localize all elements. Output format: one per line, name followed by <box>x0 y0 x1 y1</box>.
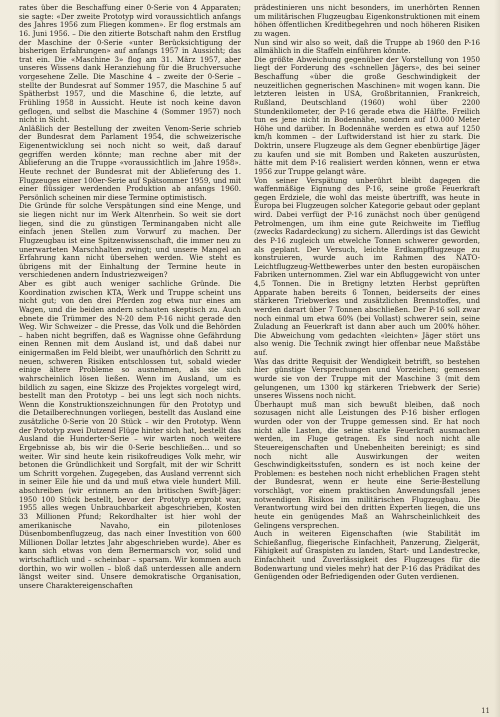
text-column-left <box>19 4 241 591</box>
text-column-right <box>254 4 480 582</box>
paragraph: Auch in weiteren Eigenschaften (wie Stabilität im Schießanflug, fliegerische Einfachheit, Panzerung, Zielgerät, Fähigkeit auf Graspisten zu landen, Start- und Landestrecke, Einfachheit und Zuverlässigkeit des Flugzeuges für die Bodenwartung und vieles mehr) hat der P-16 das Prädikat des Genügenden oder Befriedigenden oder Guten verdienen. <box>254 529 480 582</box>
paragraph: Was das dritte Requisit der Wendigkeit betrifft, so bestehen hier günstige Versprechungen und Vorzeichen; gemessen wurde sie von der Truppe mit der Maschine 3 (mit dem gelungenen, um 1300 kg stärkeren Triebwerk der Serie) unseres Wissens noch nicht. <box>254 356 480 401</box>
paragraph: Von seiner Verspätung unberührt bleibt dagegen die waffenmäßige Eignung des P-16, seine große Feuerkraft gegen Erdziele, die wohl das meiste übertrifft, was heute in Europa bei Flugzeugen solcher Kategorie gebaut oder geplant wird. Dabei verfügt der P-16 zunächst noch über genügend Petrolmengen, um ihm eine gute Reichweite im Tiefflug (zwecks Radardeckung) zu sichern. Allerdings ist das Gewicht des P-16 zugleich um etwelche Tonnen schwerer geworden, als geplant. Der Versuch, leichte Erdkampfflugzeuge zu konstruieren, wurde auch im Rahmen des NATO-Leichtflugzeug-Wettbewerbes unter den besten europäischen Fabriken unternommen. Ziel war ein Abfluggewicht von unter 4,5 Tonnen. Die in Bretigny letzten Herbst geprüften Apparate haben bereits 6 Tonnen, beiderseits der eines stärkeren Triebwerkes und zusätzlichen Brennstoffes, und werden darart über 7 Tonnen abschließen. Der P-16 soll zwar noch einmal um etwa 60% (bei Vollast) schwerer sein, seine Zuladung an Feuerkraft ist dann aber auch um 200% höher. Die Abweichung vom gedachten «leichten» Jäger stört uns also wenig. Die Technik zwingt hier offenbar neue Maßstäbe auf. <box>254 175 480 357</box>
paragraph: rates über die Beschaffung einer 0-Serie von 4 Apparaten; sie sagte: «Der zweite Prototyp wird voraussichtlich anfangs des Jahres 1956 zum Fliegen kommen». Er flog erstmals am 16. Juni 1956. – Die den zitierte Botschaft nahm den Erstflug der Maschine der 0-Serie «unter Berücksichtigung der bisherigen Erfahrungen» auf anfangs 1957 in Aussicht; das trat ein. Die «Maschine 3» flog am 31. März 1957, aber unseres Wissens dank Heranziehung für die Bruchversuche vorgesehene Zelle. Die Maschine 4 – zweite der 0-Serie – stellte der Bundesrat auf Sommer 1957, die Maschine 5 auf Spätherbst 1957, und die Maschine 6, die letzte, auf Frühling 1958 in Aussicht. Heute ist noch keine davon geflogen, und selbst die Maschine 4 (Sommer 1957) noch nicht in Sicht. <box>19 3 241 125</box>
page-edge-shadow <box>494 0 500 717</box>
paragraph: Überhaupt muß man sich bewußt bleiben, daß noch sozusagen nicht alle Leistungen des P-16 bisher erflogen wurden oder von der Truppe gemessen sind. Er hat noch nicht alle Lasten, die seine starke Feuerkraft ausmachen werden, im Fluge getragen. Es sind noch nicht alle Steuereigenschaften und Unebenheiten bereinigt; es sind noch nicht alle Auswirkungen der weiten Geschwindigkeitsstufen, sondern es ist noch keine der Problemen: es bestehen noch nicht erheblichen Fragen steht der Bundesrat, wenn er heute eine Serie-Bestellung vorschlägt, vor einem praktischen Anwendungsfall jenes notwendigen Risikos im militärischen Flugzeugbau. Die Verantwortung wird bei den dritten Experten liegen, die uns heute ein genügendes Maß an Wahrscheinlichkeit des Gelingens versprechen. <box>254 399 480 530</box>
paragraph: Nun sind wir also so weit, daß die Truppe ab 1960 den P-16 allmählich in die Staffeln einführen könnte. <box>254 37 480 56</box>
paragraph: Aber es gibt auch weniger sachliche Gründe. Die Koordination zwischen KTA, Werk und Truppe scheint uns nicht gut; von den drei Pferden zog etwa nur eines am Wagen, und die beiden andern schauten skeptisch zu. Auch ebnete die Trümmer des N-20 dem P-16 nicht gerade den Weg. Wir Schweizer – die Presse, das Volk und die Behörden – haben nicht begriffen, daß es Wagnisse ohne Gefährdung einen Rennen mit dem Ausland ist, und daß dabei nur einigermaßen im Feld bleibt, wer unaufhörlich den Schritt zu neuen, schweren Risiken entschlossen tut, sobald wieder einige ältere Probleme so ausnehmen, als sie sich wahrscheinlich lösen ließen. Wenn im Ausland, um es bildlich zu sagen, eine Skizze des Projektes vorgelegt wird, bestellt man den Prototyp – bei uns legt sich noch nichts. Wenn die Konstruktionszeichnungen für den Prototyp und die Detailberechnungen vorliegen, bestellt das Ausland eine zusätzliche 0-Serie von 20 Stück – wir den Prototyp. Wenn der Prototyp zwei Dutzend Flüge hinter sich hat, bestellt das Ausland die Hunderter-Serie – wir warten noch weitere Ergebnisse ab, bis wir die 0-Serie beschließen… und so weiter. Wir sind heute kein risikofreudiges Volk mehr, wir betonen die Gründlichkeit und Sorgfalt, mit der wir Schritt um Schritt vorgehen. Zugegeben, das Ausland verrennt sich in seiner Eile hie und da und muß etwa viele hundert Mill. abschreiben (wir erinnern an den britischen Swift-Jäger: 1950 100 Stück bestellt, bevor der Prototyp erprobt war, 1955 alles wegen Unbrauchbarkeit abgeschrieben, Kosten 33 Millionen Pfund; Rekordhalter ist hier wohl der amerikanische Navaho, ein pilotenloses Düsenbombenflugzeug, das nach einer Investition von 600 Millionen Dollar letztes Jahr abgeschrieben wurde). Aber es kann sich etwas von dem Bernermarsch vor, solid und wirtschaftlich und – scheinbar – sparsam. Wir kommen auch dorthin, wo wir wollen – bloß daß unterdessen alle andern längst weiter sind. Unsere demokratische Organisation, unsere Charaktereigenschaften <box>19 279 241 590</box>
paragraph: Die größte Abweichung gegenüber der Vorstellung von 1950 liegt der Forderung des «schnellen Jägers», des bei seiner Beschaffung «über die große Geschwindigkeit der neuzeitlichen gegnerischen Maschinen» mit wogen kann. Die letzteren leisten in USA, Großbritannien, Frankreich, Rußland, Deutschland (1960) wohl über 2200 Stundenkilometer, der P-16 gerade etwa die Hälfte. Freilich tun es jene nicht in Bodennähe, sondern auf 10.000 Meter Höhe und darüber. In Bodennähe werden es etwa auf 1250 km/h kommen – der Luftwiderstand ist hier zu stark. Die Doktrin, unsere Flugzeuge als dem Gegner ebenbürtige Jäger zu kaufen und sie mit Bomben und Raketen auszurüsten, hätte mit dem P-16 realisiert werden können, wenn er etwa 1956 zur Truppe gelangt wäre. <box>254 54 480 176</box>
paragraph: Anläßlich der Bestellung der zweiten Venom-Serie schrieb der Bundesrat dem Parlament 1954, die schweizerische Eigenentwicklung sei noch nicht so weit, daß darauf gegriffen werden könnte; man rechne aber mit der Ablieferung an die Truppe «voraussichtlich im Jahre 1958». Heute rechnet der Bundesrat mit der Ablieferung des 1. Flugzeuges einer 100er-Serie auf Spätsommer 1959, und mit einer flüssiger werdenden Produktion ab anfangs 1960. Persönlich scheinen mir diese Termine optimistisch. <box>19 123 241 202</box>
paragraph: prädestinieren uns nicht besonders, im unerhörten Rennen um militärischen Flugzeugbau Eigenkonstruktionen mit einem höhen öffentlichen Kreditbegehren und noch höheren Risiken zu wagen. <box>254 3 480 38</box>
paragraph: Die Gründe für solche Verspätungen sind eine Menge, und sie liegen nicht nur im Werk Altenrhein. So weit sie dort liegen, sind die zu günstigen Terminangaben nicht alle einfach jenen Stellen zum Vorwurf zu machen. Der Flugzeugbau ist eine Spitzenwissenschaft, die immer neu zu unerwarteten Marschhalten zwingt; und unsere Mangel an Erfahrung kann nicht übersehen werden. Wie steht es übrigens mit der Einhaltung der Termine heute in verschiedenen andern Industriezweigen? <box>19 201 241 280</box>
page-number: 11 <box>481 707 490 715</box>
